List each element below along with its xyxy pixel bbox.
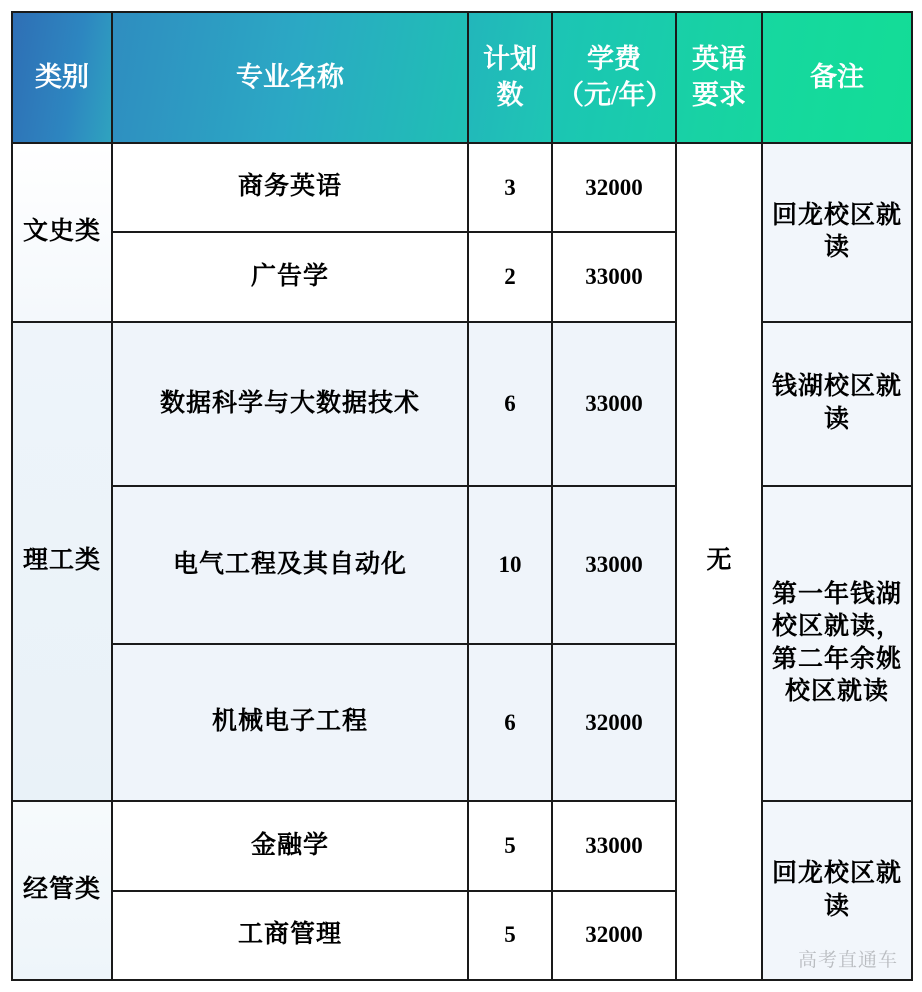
major-name-cell: 机械电子工程 xyxy=(112,644,468,802)
plan-count-cell: 10 xyxy=(468,486,552,644)
category-cell-science-engineering: 理工类 xyxy=(12,322,112,802)
plan-count-cell: 5 xyxy=(468,891,552,980)
major-name-cell: 商务英语 xyxy=(112,143,468,232)
plan-count-cell: 3 xyxy=(468,143,552,232)
tuition-fee-cell: 32000 xyxy=(552,143,676,232)
header-major-name: 专业名称 xyxy=(112,12,468,143)
plan-count-cell: 5 xyxy=(468,801,552,890)
plan-count-cell: 6 xyxy=(468,644,552,802)
header-remark: 备注 xyxy=(762,12,912,143)
major-name-cell: 数据科学与大数据技术 xyxy=(112,322,468,487)
tuition-fee-cell: 33000 xyxy=(552,801,676,890)
watermark-text: 高考直通车 xyxy=(797,950,898,971)
tuition-fee-cell: 32000 xyxy=(552,891,676,980)
plan-count-cell: 2 xyxy=(468,232,552,321)
remark-cell: 回龙校区就读 xyxy=(762,143,912,322)
tuition-fee-cell: 32000 xyxy=(552,644,676,802)
remark-cell: 钱湖校区就读 xyxy=(762,322,912,487)
plan-count-cell: 6 xyxy=(468,322,552,487)
remark-cell: 第一年钱湖校区就读，第二年余姚校区就读 xyxy=(762,486,912,801)
remark-cell: 回龙校区就读 xyxy=(762,801,912,980)
header-english-req: 英语要求 xyxy=(676,12,762,143)
major-name-cell: 工商管理 xyxy=(112,891,468,980)
admission-plan-table xyxy=(11,11,913,981)
table-row xyxy=(12,322,912,487)
header-category: 类别 xyxy=(12,12,112,143)
table-row xyxy=(12,143,912,232)
english-requirement-cell: 无 xyxy=(676,143,762,980)
tuition-fee-cell: 33000 xyxy=(552,486,676,644)
table-row xyxy=(12,801,912,890)
table-header-row xyxy=(12,12,912,143)
category-cell-economics-management: 经管类 xyxy=(12,801,112,980)
header-plan-count: 计划数 xyxy=(468,12,552,143)
header-tuition-fee: 学费（元/年） xyxy=(552,12,676,143)
tuition-fee-cell: 33000 xyxy=(552,232,676,321)
major-name-cell: 金融学 xyxy=(112,801,468,890)
admission-plan-table-container xyxy=(11,11,911,981)
table-row xyxy=(12,486,912,644)
tuition-fee-cell: 33000 xyxy=(552,322,676,487)
category-cell-liberal-arts: 文史类 xyxy=(12,143,112,322)
major-name-cell: 广告学 xyxy=(112,232,468,321)
major-name-cell: 电气工程及其自动化 xyxy=(112,486,468,644)
